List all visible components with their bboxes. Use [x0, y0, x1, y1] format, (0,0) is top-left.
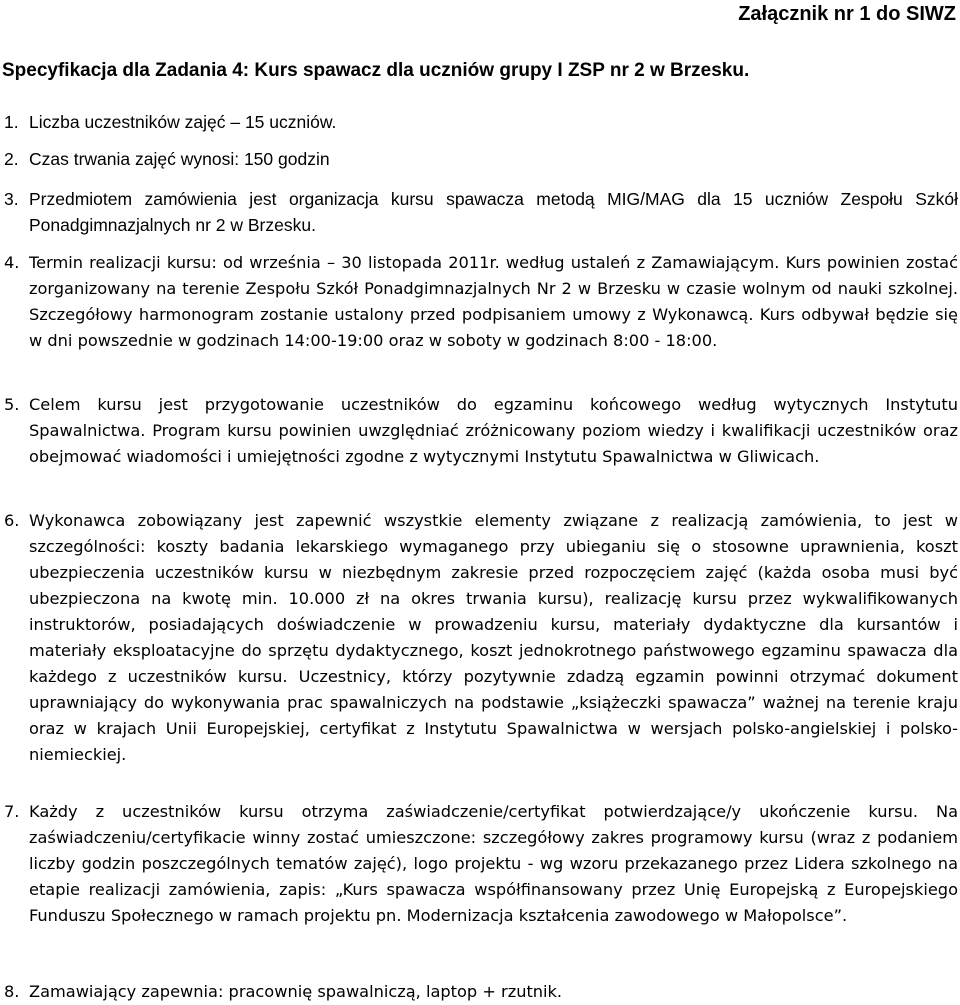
item-text: Termin realizacji kursu: od września – 30 listopada 2011r. według ustaleń z Zamawiającym. Kurs powinien zostać zorganizowany na terenie Zespołu Szkół Ponadgimnazjalnych Nr 2 w Brzesku w czasie wolnym od nauki szkolnej. Szczegółowy harmonogram zostanie ustalony przed podpisaniem umowy z Wykonawcą. Kurs odbywał będzie się w dni powszednie w godzinach 14:00-19:00 oraz w soboty w godzinach 8:00 - 18:00.: [29, 253, 958, 350]
item-number: 2.: [4, 149, 19, 169]
item-number: 4.: [4, 253, 20, 272]
list-item: [0, 109, 958, 135]
item-text: Wykonawca zobowiązany jest zapewnić wszystkie elementy związane z realizacją zamówienia, to jest w szczególności: koszty badania lekarskiego wymaganego przy ubieganiu się o stosowne uprawnienia, koszt ubezpieczenia uczestników kursu w niezbędnym zakresie przed rozpoczęciem zajęć (każda osoba musi być ubezpieczona na kwotę min. 10.000 zł na okres trwania kursu), realizację kursu przez wykwalifikowanych instruktorów, posiadających doświadczenie w prowadzeniu kursu, materiały dydaktyczne dla kursantów i materiały eksploatacyjne do sprzętu dydaktycznego, koszt jednokrotnego państwowego egzaminu spawacza dla każdego z uczestników kursu. Uczestnicy, którzy pozytywnie zdadzą egzamin powinni otrzymać dokument uprawniający do wykonywania prac spawalniczych na podstawie „książeczki spawacza” ważnej na terenie kraju oraz w krajach Unii Europejskiej, certyfikat z Instytutu Spawalnictwa w wersjach polsko-angielskiej i polsko-niemieckiej.: [29, 511, 958, 764]
list-item: [0, 146, 958, 172]
list-item: [0, 250, 958, 354]
item-number: 7.: [4, 802, 20, 821]
list-item: [0, 799, 958, 929]
list-item: [0, 979, 958, 1005]
annex-title: Załącznik nr 1 do SIWZ: [738, 3, 956, 25]
item-number: 6.: [4, 511, 20, 530]
list-item: [0, 186, 958, 238]
item-text: Każdy z uczestników kursu otrzyma zaświadczenie/certyfikat potwierdzające/y ukończenie kursu. Na zaświadczeniu/certyfikacie winny zostać umieszczone: szczegółowy zakres programowy kursu (wraz z podaniem liczby godzin poszczególnych tematów zajęć), logo projektu - wg wzoru przekazanego przez Lidera szkolnego na etapie realizacji zamówienia, zapis: „Kurs spawacza współfinansowany przez Unię Europejską z Europejskiego Funduszu Społecznego w ramach projektu pn. Modernizacja kształcenia zawodowego w Małopolsce”.: [29, 802, 958, 925]
list-item: [0, 508, 958, 768]
item-text: Liczba uczestników zajęć – 15 uczniów.: [29, 112, 337, 132]
item-text: Czas trwania zajęć wynosi: 150 godzin: [29, 149, 330, 169]
item-number: 5.: [4, 395, 20, 414]
item-number: 3.: [4, 189, 19, 209]
item-text: Zamawiający zapewnia: pracownię spawalniczą, laptop + rzutnik.: [29, 982, 563, 1001]
list-item: [0, 392, 958, 470]
item-text: Celem kursu jest przygotowanie uczestników do egzaminu końcowego według wytycznych Instytutu Spawalnictwa. Program kursu powinien uwzględniać zróżnicowany poziom wiedzy i kwalifikacji uczestników oraz obejmować wiadomości i umiejętności zgodne z wytycznymi Instytutu Spawalnictwa w Gliwicach.: [29, 395, 958, 466]
item-number: 1.: [4, 112, 19, 132]
item-text: Przedmiotem zamówienia jest organizacja kursu spawacza metodą MIG/MAG dla 15 uczniów Zespołu Szkół Ponadgimnazjalnych nr 2 w Brzesku.: [29, 189, 958, 235]
item-number: 8.: [4, 982, 20, 1001]
specification-heading: Specyfikacja dla Zadania 4: Kurs spawacz dla uczniów grupy I ZSP nr 2 w Brzesku.: [2, 60, 750, 81]
